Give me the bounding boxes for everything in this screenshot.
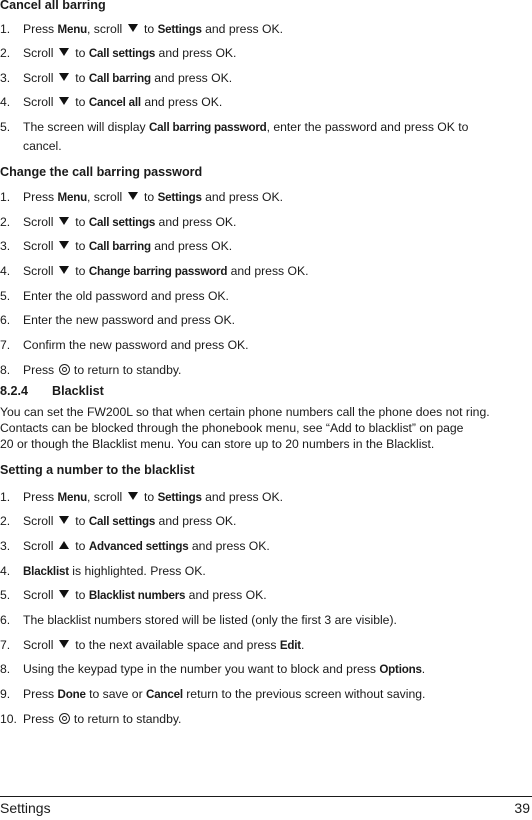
screen-label: Call barring password (149, 121, 267, 134)
step-text: The screen will display Call barring password, enter the password and press OK to cancel. (23, 120, 469, 153)
menu-label: Cancel all (88, 96, 141, 109)
step-number: 7. (0, 338, 11, 352)
step-number: 3. (0, 539, 11, 553)
menu-label: Settings (157, 23, 202, 36)
end-key-icon (59, 713, 70, 724)
step-number: 6. (0, 313, 11, 327)
step-text: Scroll to Change barring password and press OK. (23, 264, 309, 278)
menu-label: Advanced settings (88, 540, 189, 553)
paragraph-line: Contacts can be blocked through the phonebook menu, see “Add to blacklist” on page (0, 421, 464, 435)
scroll-down-icon (59, 97, 69, 105)
scroll-down-icon (59, 590, 69, 598)
step-text: Scroll to Call settings and press OK. (23, 215, 237, 229)
step-text: Press Menu, scroll to Settings and press OK. (23, 22, 284, 36)
scroll-down-icon (59, 48, 69, 56)
menu-label: Settings (157, 491, 202, 504)
scroll-up-icon (59, 541, 69, 549)
scroll-down-icon (128, 492, 138, 500)
step-text: Press Menu, scroll to Settings and press OK. (23, 190, 284, 204)
step-text: Enter the new password and press OK. (23, 313, 236, 327)
heading-cancel-all-barring: Cancel all barring (0, 0, 106, 12)
step-number: 3. (0, 71, 11, 85)
footer-section-name: Settings (0, 800, 51, 816)
menu-label: Call settings (88, 47, 156, 60)
scroll-down-icon (59, 241, 69, 249)
step-text: Scroll to Call settings and press OK. (23, 46, 237, 60)
scroll-down-icon (59, 640, 69, 648)
step-text: The blacklist numbers stored will be listed (only the first 3 are visible). (23, 613, 397, 627)
step-text: Press Menu, scroll to Settings and press OK. (23, 490, 284, 504)
step-number: 4. (0, 264, 11, 278)
softkey-label: Cancel (146, 688, 183, 701)
step-text: Press to return to standby. (23, 363, 182, 377)
softkey-label: Done (57, 688, 86, 701)
scroll-down-icon (59, 73, 69, 81)
key-label: Menu (57, 491, 88, 504)
step-number: 3. (0, 239, 11, 253)
page-number: 39 (514, 800, 530, 816)
intro-paragraph (0, 404, 532, 452)
step-number: 5. (0, 120, 11, 134)
menu-label: Call settings (88, 515, 156, 528)
key-label: Menu (57, 191, 88, 204)
menu-label: Call settings (88, 216, 156, 229)
step-number: 9. (0, 687, 11, 701)
menu-label: Call barring (88, 72, 151, 85)
step-number: 2. (0, 514, 11, 528)
step-number: 1. (0, 22, 11, 36)
step-text: Scroll to Call barring and press OK. (23, 71, 233, 85)
paragraph-line: 20 or though the Blacklist menu. You can store up to 20 numbers in the Blacklist. (0, 437, 435, 451)
step-number: 2. (0, 215, 11, 229)
paragraph-line: You can set the FW200L so that when certain phone numbers call the phone does not ring. (0, 405, 490, 419)
section-title: Blacklist (52, 384, 104, 398)
step-text: Scroll to Call settings and press OK. (23, 514, 237, 528)
softkey-label: Options (379, 663, 422, 676)
step-text: Press Done to save or Cancel return to the previous screen without saving. (23, 687, 426, 701)
step-number: 7. (0, 638, 11, 652)
step-number: 10. (0, 712, 17, 726)
menu-label: Change barring password (88, 265, 228, 278)
step-text: Blacklist is highlighted. Press OK. (23, 564, 206, 578)
scroll-down-icon (59, 516, 69, 524)
step-text: Scroll to Call barring and press OK. (23, 239, 233, 253)
step-text: Scroll to Advanced settings and press OK. (23, 539, 270, 553)
step-number: 4. (0, 95, 11, 109)
heading-change-barring-password: Change the call barring password (0, 165, 203, 179)
scroll-down-icon (59, 217, 69, 225)
softkey-label: Edit (279, 639, 301, 652)
step-number: 6. (0, 613, 11, 627)
scroll-down-icon (128, 24, 138, 32)
menu-label: Settings (157, 191, 202, 204)
step-text: Enter the old password and press OK. (23, 289, 229, 303)
step-number: 4. (0, 564, 11, 578)
step-number: 1. (0, 190, 11, 204)
step-text: Scroll to Cancel all and press OK. (23, 95, 223, 109)
step-number: 2. (0, 46, 11, 60)
step-number: 1. (0, 490, 11, 504)
menu-label: Blacklist (23, 565, 69, 578)
heading-setting-blacklist: Setting a number to the blacklist (0, 463, 195, 477)
end-key-icon (59, 364, 70, 375)
footer-divider (0, 796, 532, 797)
step-text: Confirm the new password and press OK. (23, 338, 249, 352)
scroll-down-icon (128, 192, 138, 200)
step-number: 5. (0, 289, 11, 303)
scroll-down-icon (59, 266, 69, 274)
step-number: 5. (0, 588, 11, 602)
step-text: Scroll to Blacklist numbers and press OK. (23, 588, 267, 602)
key-label: Menu (57, 23, 88, 36)
section-number: 8.2.4 (0, 384, 29, 398)
step-number: 8. (0, 363, 11, 377)
menu-label: Blacklist numbers (88, 589, 186, 602)
step-number: 8. (0, 662, 11, 676)
step-text: Using the keypad type in the number you want to block and press Options. (23, 662, 426, 676)
menu-label: Call barring (88, 240, 151, 253)
step-text: Press to return to standby. (23, 712, 182, 726)
step-text: Scroll to the next available space and press Edit. (23, 638, 305, 652)
